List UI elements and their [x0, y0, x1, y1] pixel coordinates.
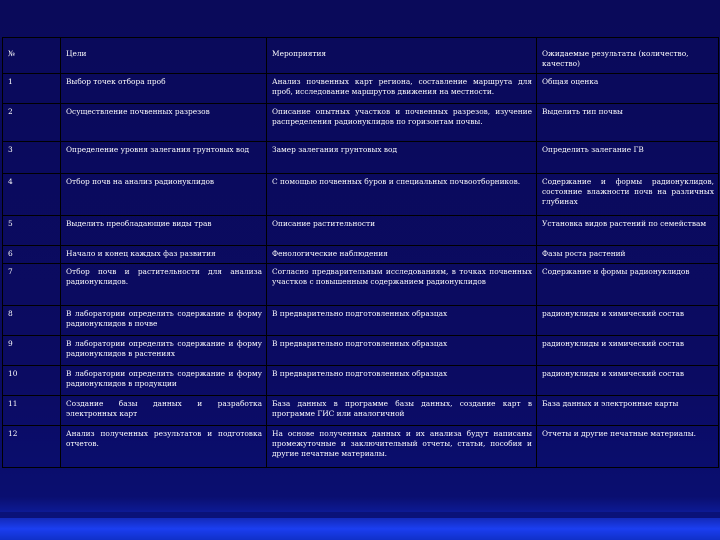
cell-activities: В предварительно подготовленных образцах [267, 366, 537, 396]
table-row [3, 142, 719, 174]
cell-results: База данных и электронные карты [537, 396, 719, 426]
header-activities: Мероприятия [267, 38, 537, 74]
cell-num: 7 [3, 264, 61, 306]
cell-num: 9 [3, 336, 61, 366]
plan-table [2, 37, 719, 468]
table-row [3, 426, 719, 468]
cell-activities: Согласно предварительным исследованиям, в точках почвенных участков с повышенным содержанием радионуклидов [267, 264, 537, 306]
slide-bottom-band [0, 512, 720, 540]
cell-results: Фазы роста растений [537, 246, 719, 264]
cell-activities: Фенологические наблюдения [267, 246, 537, 264]
cell-results: радионуклиды и химический состав [537, 366, 719, 396]
cell-activities: В предварительно подготовленных образцах [267, 336, 537, 366]
cell-activities: Описание опытных участков и почвенных разрезов, изучение распределения радионуклидов по горизонтам почвы. [267, 104, 537, 142]
table-row [3, 306, 719, 336]
table-row [3, 396, 719, 426]
cell-goal: Выделить преобладающие виды трав [61, 216, 267, 246]
cell-results: Определить залегание ГВ [537, 142, 719, 174]
cell-goal: В лаборатории определить содержание и форму радионуклидов в растениях [61, 336, 267, 366]
table-row [3, 104, 719, 142]
cell-activities: В предварительно подготовленных образцах [267, 306, 537, 336]
cell-num: 5 [3, 216, 61, 246]
cell-num: 4 [3, 174, 61, 216]
cell-results: Содержание и формы радионуклидов, состояние влажности почв на различных глубинах [537, 174, 719, 216]
cell-goal: Начало и конец каждых фаз развития [61, 246, 267, 264]
cell-num: 1 [3, 74, 61, 104]
header-num: № [3, 38, 61, 74]
header-results: Ожидаемые результаты (количество, качество) [537, 38, 719, 74]
cell-results: Отчеты и другие печатные материалы. [537, 426, 719, 468]
cell-activities: Описание растительности [267, 216, 537, 246]
cell-results: Общая оценка [537, 74, 719, 104]
table-row [3, 246, 719, 264]
cell-results: Установка видов растений по семействам [537, 216, 719, 246]
table-row [3, 366, 719, 396]
table-row [3, 74, 719, 104]
header-goal: Цели [61, 38, 267, 74]
cell-activities: На основе полученных данных и их анализа будут написаны промежуточные и заключительный отчеты, статьи, пособия и другие печатные материалы. [267, 426, 537, 468]
cell-results: радионуклиды и химический состав [537, 336, 719, 366]
cell-goal: Создание базы данных и разработка электронных карт [61, 396, 267, 426]
cell-goal: Отбор почв и растительности для анализа радионуклидов. [61, 264, 267, 306]
cell-activities: Замер залегания грунтовых вод [267, 142, 537, 174]
cell-goal: Выбор точек отбора проб [61, 74, 267, 104]
cell-goal: В лаборатории определить содержание и форму радионуклидов в продукции [61, 366, 267, 396]
cell-goal: Отбор почв на анализ радионуклидов [61, 174, 267, 216]
cell-goal: В лаборатории определить содержание и форму радионуклидов в почве [61, 306, 267, 336]
table-row [3, 336, 719, 366]
table-header-row [3, 38, 719, 74]
table-row [3, 264, 719, 306]
cell-num: 6 [3, 246, 61, 264]
cell-num: 10 [3, 366, 61, 396]
table-row [3, 174, 719, 216]
cell-num: 2 [3, 104, 61, 142]
cell-goal: Определение уровня залегания грунтовых вод [61, 142, 267, 174]
cell-activities: С помощью почвенных буров и специальных почвоотборников. [267, 174, 537, 216]
cell-num: 3 [3, 142, 61, 174]
cell-num: 8 [3, 306, 61, 336]
table-row [3, 216, 719, 246]
cell-results: Содержание и формы радионуклидов [537, 264, 719, 306]
cell-num: 12 [3, 426, 61, 468]
cell-num: 11 [3, 396, 61, 426]
cell-activities: База данных в программе базы данных, создание карт в программе ГИС или аналогичной [267, 396, 537, 426]
cell-activities: Анализ почвенных карт региона, составление маршрута для проб, исследование маршрутов движения на местности. [267, 74, 537, 104]
cell-results: радионуклиды и химический состав [537, 306, 719, 336]
cell-goal: Осуществление почвенных разрезов [61, 104, 267, 142]
cell-results: Выделить тип почвы [537, 104, 719, 142]
cell-goal: Анализ полученных результатов и подготовка отчетов. [61, 426, 267, 468]
